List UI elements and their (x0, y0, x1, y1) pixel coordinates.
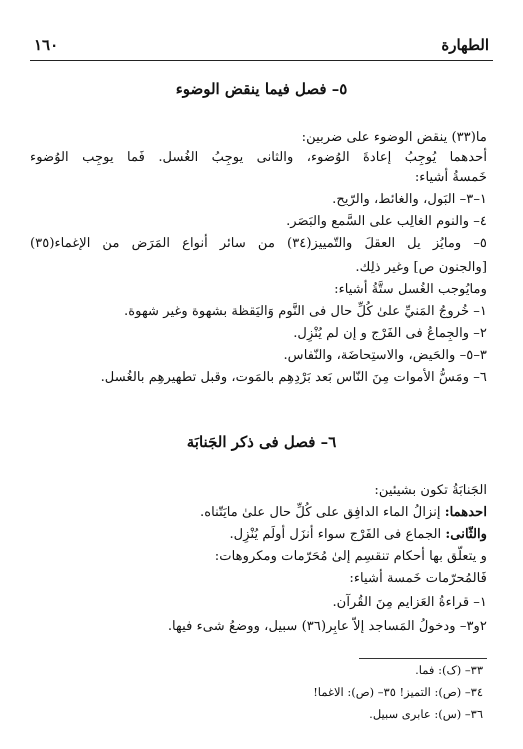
text-line (30, 525, 487, 545)
term-label: والثّانى: (445, 527, 487, 542)
text-line: ومايُوجب الغُسل ستَّةُ أشياء: (334, 282, 487, 297)
section-heading: ٥– فصل فيما ينقض الوضوء (175, 80, 348, 98)
list-item: ١–٣– البَول، والغائط، والرّيح. (332, 192, 487, 207)
term-label: احدهما: (444, 505, 487, 520)
chapter-title: الطهارة (441, 36, 489, 54)
list-item: ٦– ومَسُّ الأموات مِنَ النّاس بَعد بَرْدِهِم بالمَوت، وقبل تطهيرهِم بالغُسل. (100, 370, 487, 385)
list-item: ٥– ومايُز يل العقلَ والتّمييز(٣٤) من سائر أنواع المَرَض من الإغماء(٣٥) (30, 236, 488, 251)
term-text: الجماع فى الفَرْج سواء أنزَل أولَم يُنْزِل. (229, 527, 446, 542)
footnote: ٣٦– (س): عابرى سبيل. (369, 707, 483, 721)
text-line: ما(٣٣) ينقض الوضوء على ضربين: (301, 130, 487, 145)
footnote: ٣٣– (ک): فما. (415, 663, 483, 677)
text-line: [والجنون ص] وغير ذلِك. (355, 260, 487, 275)
list-item: ٤– والنوم الغالِب على السَّمع والبَصَر. (286, 214, 487, 229)
footnote-divider (359, 658, 487, 659)
text-line: خَمسةُ أشياء: (414, 170, 487, 185)
list-item: ١– خُروجُ المَنيِّ علىٰ كُلِّ حال فى النَّوم وَاليَقظة بشهوة وغير شهوة. (124, 304, 487, 319)
running-header (30, 34, 493, 61)
text-line: فَالمُحرّمات خَمسة أشياء: (349, 571, 487, 586)
term-text: إنزالُ الماء الدافِق على كُلِّ حال علىٰ مايَتّناه. (200, 505, 445, 520)
list-item: ٢و٣– ودخولُ المَساجد إلاّ عابِر(٣٦) سبيل، ووضعُ شىء فيها. (167, 619, 487, 634)
text-line: و يتعلّق بها أحكام تنقسِم إلىٰ مُحَرّمات ومكروهات: (214, 549, 487, 564)
text-line: أحدهما يُوجِبُ إعادةَ الوُضوء، والثانى يوجِبُ الغُسل. فَما يوجِب الوُضوء (30, 150, 487, 165)
list-item: ١– قراءةُ العَزايم مِنَ القُرآن. (332, 595, 487, 610)
footnote: ٣٤– (ص): التميز! ٣٥– (ص): الاغما! (313, 685, 483, 699)
text-line: الجَنابَةُ تكون بشيئين: (374, 483, 487, 498)
section-heading: ٦– فصل فى ذكر الجَنابَة (186, 433, 337, 451)
list-item: ٢– والجِماعُ فى الفَرْج و إن لم يُنْزِل. (293, 326, 487, 341)
page-number: ١٦٠ (34, 36, 59, 54)
list-item: ٣–٥– والحَيض، والاستِحاضَة، والنّفاس. (283, 348, 487, 363)
text-line (30, 503, 487, 523)
